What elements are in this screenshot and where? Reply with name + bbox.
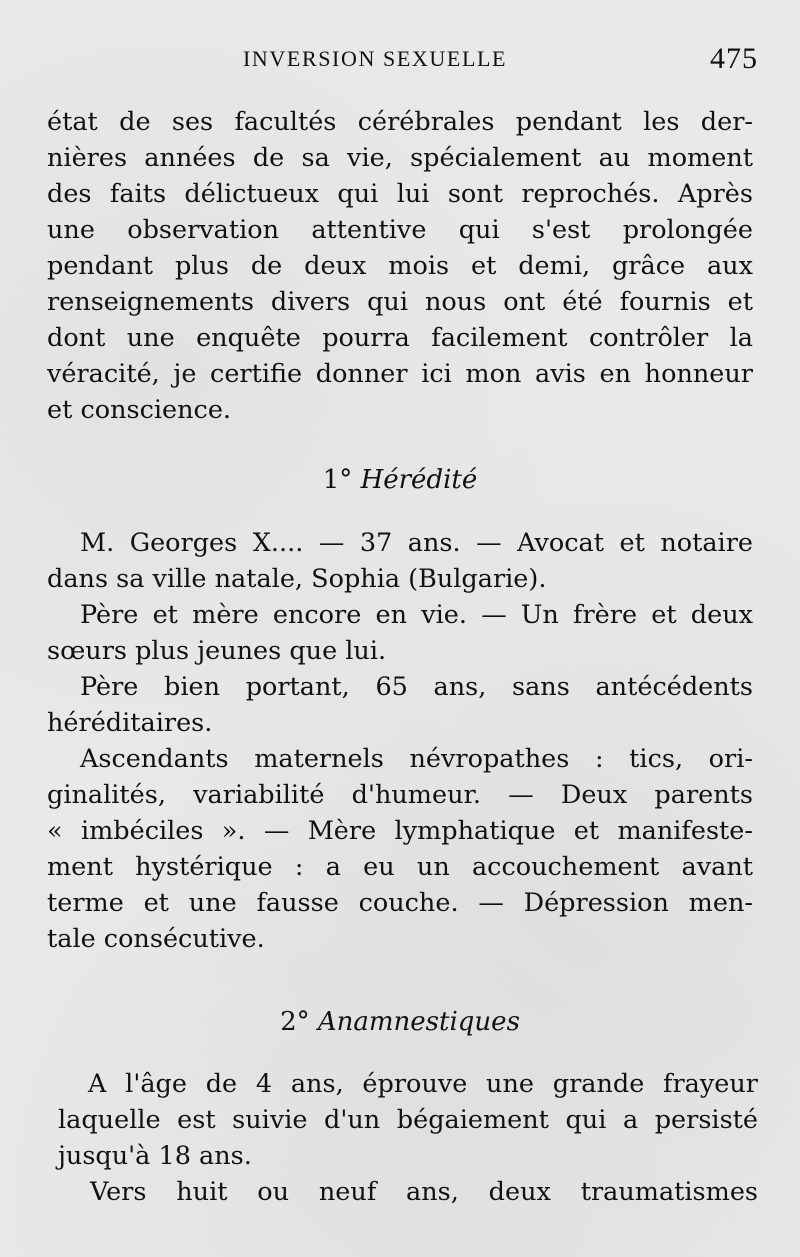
text-line: sœurs plus jeunes que lui. [47,636,387,666]
text-line: nières années de sa vie, spécialement au moment [47,143,753,173]
text-line: véracité, je certifie donner ici mon avis en honneur [47,359,753,389]
section-number: 1° [322,465,353,495]
text-line: « imbéciles ». — Mère lymphatique et manifeste- [47,816,753,846]
text-line: A l'âge de 4 ans, éprouve une grande frayeur [88,1069,758,1099]
text-line: Ascendants maternels névropathes : tics, ori- [80,744,753,774]
text-line: héréditaires. [47,708,213,738]
text-line: terme et une fausse couche. — Dépression men- [47,888,753,918]
section-heading-anamnestiques [0,1004,800,1040]
section-title: Hérédité [360,465,478,495]
section-title: Anamnestiques [317,1007,520,1037]
text-line: ment hystérique : a eu un accouchement avant [47,852,753,882]
page-number: 475 [710,42,758,75]
text-line: des faits délictueux qui lui sont reprochés. Après [47,179,753,209]
section-number: 2° [280,1007,310,1037]
text-line: et conscience. [47,395,232,425]
text-line: une observation attentive qui s'est prolongée [47,215,753,245]
text-line: Père bien portant, 65 ans, sans antécédents [80,672,753,702]
text-line: ginalités, variabilité d'humeur. — Deux parents [47,780,753,810]
text-line: état de ses facultés cérébrales pendant les der- [47,107,753,137]
text-line: laquelle est suivie d'un bégaiement qui a persisté [58,1105,758,1135]
text-line: M. Georges X.... — 37 ans. — Avocat et notaire [80,528,753,558]
section-heading-heredite [0,462,800,498]
text-line: dont une enquête pourra facilement contrôler la [47,323,753,353]
text-line: Vers huit ou neuf ans, deux traumatismes [90,1177,758,1207]
running-title: INVERSION SEXUELLE [243,46,508,71]
text-line: tale consécutive. [47,924,265,954]
text-line: dans sa ville natale, Sophia (Bulgarie). [47,564,547,594]
text-line: Père et mère encore en vie. — Un frère et deux [80,600,753,630]
text-line: jusqu'à 18 ans. [58,1141,252,1171]
text-line: renseignements divers qui nous ont été fournis et [47,287,753,317]
text-line: pendant plus de deux mois et demi, grâce aux [47,251,753,281]
page-header [40,42,760,82]
